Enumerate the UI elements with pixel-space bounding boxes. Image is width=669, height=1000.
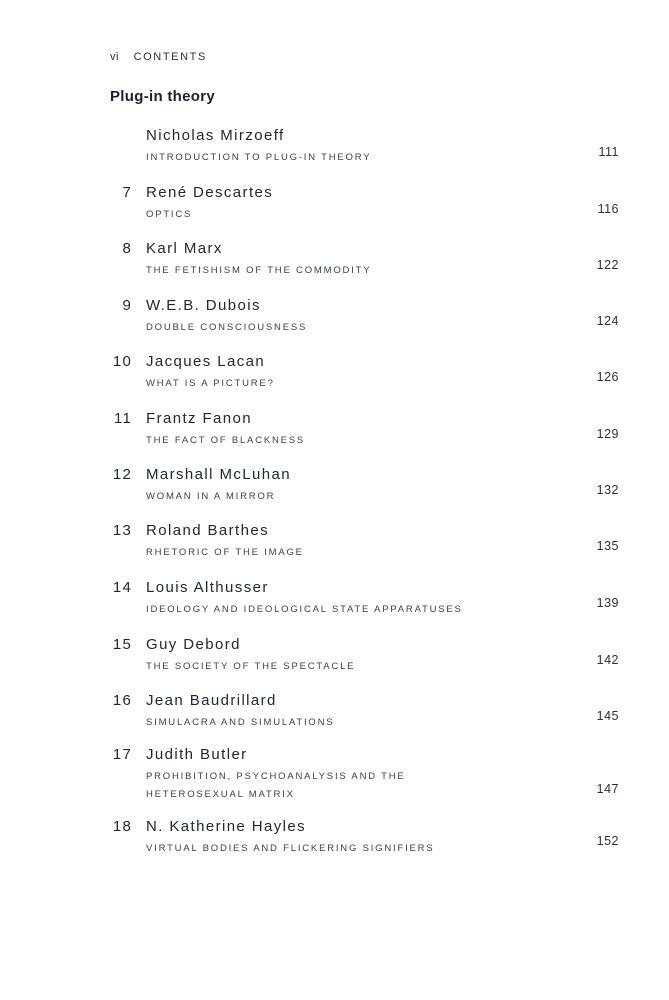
chapter-number: 9 xyxy=(122,297,132,314)
author-name: Marshall McLuhan xyxy=(146,466,291,483)
chapter-title xyxy=(146,149,371,167)
contents-entry xyxy=(0,353,669,403)
page-number: 122 xyxy=(596,258,619,272)
running-head-label: CONTENTS xyxy=(133,51,207,63)
running-head xyxy=(110,51,207,63)
contents-entry xyxy=(0,636,669,686)
chapter-title xyxy=(146,714,334,732)
contents-entry xyxy=(0,127,669,177)
contents-entry xyxy=(0,746,669,800)
page-folio: vi xyxy=(110,51,119,63)
chapter-title-line: IDEOLOGY AND IDEOLOGICAL STATE APPARATUSES xyxy=(146,604,463,615)
author-name: Roland Barthes xyxy=(146,522,269,539)
page-number: 145 xyxy=(596,709,619,723)
page-number: 132 xyxy=(596,483,619,497)
chapter-number: 12 xyxy=(112,466,132,483)
chapter-number: 18 xyxy=(112,818,132,835)
chapter-number: 15 xyxy=(112,636,132,653)
chapter-number: 7 xyxy=(122,184,132,201)
chapter-title-line: INTRODUCTION TO PLUG-IN THEORY xyxy=(146,152,372,163)
chapter-title xyxy=(146,488,275,506)
chapter-title xyxy=(146,601,463,619)
page-number: 139 xyxy=(596,596,619,610)
chapter-title-line: RHETORIC OF THE IMAGE xyxy=(146,547,304,558)
contents-entry xyxy=(0,184,669,234)
author-name: Louis Althusser xyxy=(146,579,269,596)
contents-entry xyxy=(0,522,669,572)
page-number: 126 xyxy=(596,370,619,384)
contents-entry xyxy=(0,297,669,347)
chapter-title xyxy=(146,432,305,450)
author-name: Jean Baudrillard xyxy=(146,692,277,709)
chapter-title xyxy=(146,375,275,393)
chapter-title-line: THE SOCIETY OF THE SPECTACLE xyxy=(146,661,356,672)
chapter-title xyxy=(146,206,192,224)
author-name: Jacques Lacan xyxy=(146,353,266,370)
chapter-title-line: OPTICS xyxy=(146,209,193,220)
chapter-number: 13 xyxy=(112,522,132,539)
author-name: Nicholas Mirzoeff xyxy=(146,127,285,144)
page-number: 116 xyxy=(597,202,619,216)
chapter-title-line: WOMAN IN A MIRROR xyxy=(146,491,276,502)
chapter-number: 11 xyxy=(114,410,132,427)
chapter-number: 17 xyxy=(112,746,132,763)
chapter-title-line: VIRTUAL BODIES AND FLICKERING SIGNIFIERS xyxy=(146,843,435,854)
page-number: 135 xyxy=(596,539,619,553)
contents-entry xyxy=(0,579,669,629)
page-number: 129 xyxy=(596,427,619,441)
chapter-title-line: WHAT IS A PICTURE? xyxy=(146,378,275,389)
chapter-title xyxy=(146,840,434,858)
chapter-title xyxy=(146,768,406,804)
author-name: Frantz Fanon xyxy=(146,410,253,427)
contents-entry xyxy=(0,410,669,460)
chapter-title xyxy=(146,544,304,562)
page-number: 152 xyxy=(596,834,619,848)
chapter-number: 14 xyxy=(112,579,132,596)
contents-entry xyxy=(0,466,669,516)
author-name: W.E.B. Dubois xyxy=(146,297,261,314)
author-name: Judith Butler xyxy=(146,746,248,763)
page-number: 147 xyxy=(596,782,619,796)
chapter-title-line: HETEROSEXUAL MATRIX xyxy=(146,789,295,800)
author-name: René Descartes xyxy=(146,184,274,201)
chapter-title-line: THE FETISHISM OF THE COMMODITY xyxy=(146,265,372,276)
author-name: Karl Marx xyxy=(146,240,223,257)
author-name: Guy Debord xyxy=(146,636,241,653)
section-title: Plug-in theory xyxy=(110,88,216,105)
page-number: 142 xyxy=(596,653,619,667)
contents-entry xyxy=(0,818,669,868)
chapter-title-line: THE FACT OF BLACKNESS xyxy=(146,435,306,446)
contents-entry xyxy=(0,692,669,742)
chapter-number: 16 xyxy=(112,692,132,709)
page-number: 124 xyxy=(596,314,619,328)
chapter-title xyxy=(146,262,371,280)
contents-entry xyxy=(0,240,669,290)
chapter-title-line: DOUBLE CONSCIOUSNESS xyxy=(146,322,308,333)
page-number: 111 xyxy=(598,145,619,159)
author-name: N. Katherine Hayles xyxy=(146,818,306,835)
chapter-title xyxy=(146,319,307,337)
chapter-number: 8 xyxy=(122,240,132,257)
chapter-title-line: SIMULACRA AND SIMULATIONS xyxy=(146,717,335,728)
chapter-number: 10 xyxy=(112,353,132,370)
chapter-title-line: PROHIBITION, PSYCHOANALYSIS AND THE xyxy=(146,771,406,782)
chapter-title xyxy=(146,658,355,676)
